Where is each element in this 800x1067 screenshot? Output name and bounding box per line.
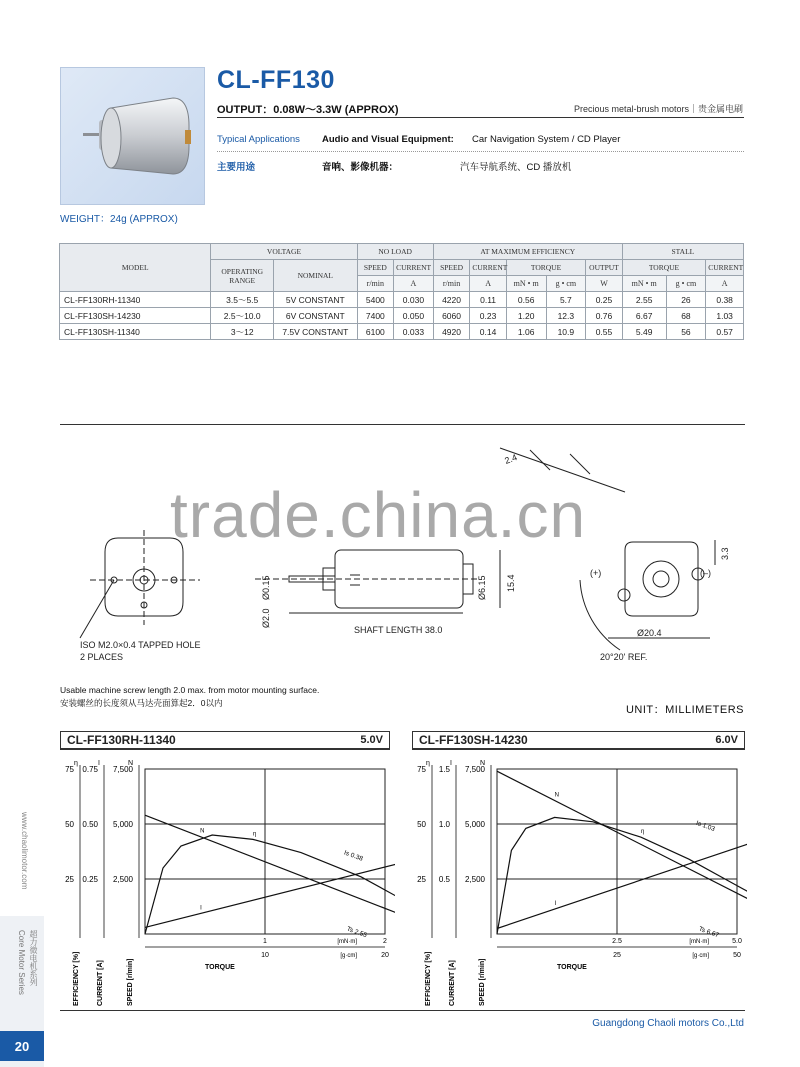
cell-nl-current: 0.033	[394, 324, 434, 340]
series-name-en: Core Motor Series	[17, 930, 26, 995]
cell-range: 3.5～5.5	[211, 292, 274, 308]
cell-st-torque-gcm: 68	[666, 308, 706, 324]
unit-a: A	[394, 276, 434, 292]
applications-label-zh: 主要用途	[217, 162, 256, 173]
col-stall: STALL	[622, 244, 743, 260]
unit-rmin: r/min	[433, 276, 470, 292]
cell-st-current: 0.57	[706, 324, 744, 340]
y-axis-label: EFFICIENCY [%]	[425, 951, 432, 1006]
cell-nl-speed: 6100	[357, 324, 394, 340]
cell-me-torque-mnm: 1.06	[506, 324, 546, 340]
dim-d20: Ø2.0	[261, 608, 271, 628]
cell-me-torque-gcm: 10.9	[546, 324, 586, 340]
dim-154: 15.4	[506, 574, 516, 592]
series-name-zh: 超力微电机系列	[29, 930, 38, 986]
terminal-minus-label: (–)	[700, 568, 711, 578]
cell-nl-speed: 7400	[357, 308, 394, 324]
y-axis-symbol: I	[450, 760, 452, 767]
applications-category-zh: 音响、影像机器：	[322, 162, 399, 173]
y-tick-label: 0.5	[438, 875, 450, 884]
y-axis-symbol: N	[128, 760, 134, 767]
col-max-efficiency: AT MAXIMUM EFFICIENCY	[433, 244, 622, 260]
applications-text-en: Car Navigation System / CD Player	[472, 134, 621, 145]
y-tick-label: 2,500	[464, 875, 485, 884]
unit-gcm: g • cm	[546, 276, 586, 292]
y-tick-label: 25	[417, 875, 426, 884]
x-tick-label-gcm: 10	[261, 952, 269, 959]
cell-me-output: 0.25	[586, 292, 623, 308]
y-tick-label: 25	[65, 875, 74, 884]
y-axis-label: SPEED [r/min]	[479, 958, 486, 1006]
applications-text-zh: 汽车导航系统、CD 播放机	[460, 162, 572, 173]
table-row	[60, 324, 744, 340]
unit-rmin: r/min	[357, 276, 394, 292]
y-tick-label: 0.25	[82, 875, 98, 884]
y-tick-label: 7,500	[112, 765, 133, 774]
chart-title: CL-FF130SH-14230	[419, 733, 528, 747]
x-unit-mnm: [mN·m]	[689, 939, 709, 945]
cell-me-output: 0.55	[586, 324, 623, 340]
series-line-speed	[497, 771, 747, 934]
rear-bearing-boss	[643, 561, 679, 597]
col-nl-speed: SPEED	[357, 260, 394, 276]
applications-label-en: Typical Applications	[217, 134, 300, 145]
shaft-length-label: SHAFT LENGTH 38.0	[354, 625, 443, 635]
lead-angle-line	[570, 454, 590, 474]
dimension-drawing	[60, 430, 750, 680]
tapped-hole-leader	[80, 580, 114, 638]
cell-range: 2.5～10.0	[211, 308, 274, 324]
y-axis-symbol: N	[480, 760, 486, 767]
y-tick-label: 1.5	[438, 765, 450, 774]
unit-w: W	[586, 276, 623, 292]
screw-note-en: Usable machine screw length 2.0 max. from motor mounting surface.	[60, 685, 320, 695]
product-title: CL-FF130	[217, 66, 335, 94]
x-unit-gcm: [g·cm]	[692, 953, 709, 959]
x-tick-label-mnm: 1	[263, 938, 267, 945]
website-url: www.chaolimotor.com	[20, 812, 29, 890]
chart-title: CL-FF130RH-11340	[67, 733, 176, 747]
unit-mnm: mN • m	[506, 276, 546, 292]
x-tick-label-mnm: 5.0	[732, 938, 742, 945]
unit-a: A	[470, 276, 507, 292]
dim-33: 3.3	[720, 547, 730, 560]
rear-view-outline	[625, 542, 698, 616]
tapped-hole-label: ISO M2.0×0.4 TAPPED HOLE	[80, 640, 201, 650]
series-line-speed	[145, 815, 395, 934]
unit-label: UNIT：MILLIMETERS	[625, 704, 744, 716]
cell-st-current: 1.03	[706, 308, 744, 324]
x-tick-label-gcm: 50	[733, 952, 741, 959]
brush-type: Precious metal-brush motors｜贵金属电刷	[573, 104, 743, 114]
y-axis-label: EFFICIENCY [%]	[73, 951, 80, 1006]
cell-me-torque-gcm: 5.7	[546, 292, 586, 308]
cell-st-torque-gcm: 26	[666, 292, 706, 308]
col-model: MODEL	[60, 244, 211, 292]
col-me-current: CURRENT	[470, 260, 507, 276]
col-me-output: OUTPUT	[586, 260, 623, 276]
y-tick-label: 0.75	[82, 765, 98, 774]
terminal-plus-label: (+)	[590, 568, 602, 578]
cell-st-torque-mnm: 5.49	[622, 324, 666, 340]
col-operating-range: OPERATING RANGE	[211, 260, 274, 292]
series-symbol: N	[554, 792, 559, 799]
x-tick-label-gcm: 20	[381, 952, 389, 959]
places-label: 2 PLACES	[80, 652, 124, 662]
unit-gcm: g • cm	[666, 276, 706, 292]
y-tick-label: 5,000	[112, 820, 133, 829]
cell-me-speed: 4920	[433, 324, 470, 340]
cell-me-output: 0.76	[586, 308, 623, 324]
y-tick-label: 50	[417, 820, 426, 829]
y-axis-symbol: I	[98, 760, 100, 767]
col-me-torque: TORQUE	[506, 260, 585, 276]
cell-me-current: 0.11	[470, 292, 507, 308]
cell-me-torque-mnm: 0.56	[506, 292, 546, 308]
col-nl-current: CURRENT	[394, 260, 434, 276]
cell-me-speed: 6060	[433, 308, 470, 324]
col-no-load: NO LOAD	[357, 244, 433, 260]
col-me-speed: SPEED	[433, 260, 470, 276]
series-end-label: Is 0.38	[342, 849, 364, 863]
x-tick-label-gcm: 25	[613, 952, 621, 959]
header-divider	[217, 117, 744, 118]
unit-a: A	[706, 276, 744, 292]
x-tick-label-mnm: 2	[383, 938, 387, 945]
chart-right	[412, 752, 747, 1007]
cell-nl-speed: 5400	[357, 292, 394, 308]
spec-table	[59, 243, 744, 340]
chart-voltage: 5.0V	[360, 734, 383, 746]
dim-ref-angle: 20°20' REF.	[600, 652, 648, 662]
cell-nominal: 5V CONSTANT	[274, 292, 358, 308]
x-tick-label-mnm: 2.5	[612, 938, 622, 945]
weight-text: WEIGHT：24g (APPROX)	[60, 214, 178, 225]
angle-arc	[580, 580, 620, 650]
chart-left	[60, 752, 395, 1007]
series-end-label: Is 1.03	[694, 819, 716, 834]
footer-divider	[60, 1010, 745, 1011]
y-axis-symbol: η	[74, 760, 78, 767]
y-tick-label: 5,000	[464, 820, 485, 829]
dim-d615: Ø6.15	[477, 575, 487, 600]
cell-me-speed: 4220	[433, 292, 470, 308]
cell-st-torque-gcm: 56	[666, 324, 706, 340]
cell-nominal: 7.5V CONSTANT	[274, 324, 358, 340]
y-tick-label: 75	[417, 765, 426, 774]
x-axis-label: TORQUE	[557, 964, 587, 971]
output-range: OUTPUT：0.08W～3.3W (APPROX)	[217, 104, 399, 116]
table-row	[60, 292, 744, 308]
series-line-current	[145, 850, 395, 927]
col-nominal: NOMINAL	[274, 260, 358, 292]
y-axis-symbol: η	[426, 760, 430, 767]
applications-category-en: Audio and Visual Equipment:	[322, 134, 454, 145]
chart-header-right	[412, 731, 745, 750]
chart-header-left	[60, 731, 390, 750]
cell-me-current: 0.23	[470, 308, 507, 324]
cell-range: 3～12	[211, 324, 274, 340]
y-axis-label: SPEED [r/min]	[127, 958, 134, 1006]
series-symbol: η	[253, 831, 257, 838]
series-line-efficiency	[145, 835, 395, 934]
series-symbol: I	[200, 905, 202, 912]
y-tick-label: 75	[65, 765, 74, 774]
series-symbol: N	[200, 828, 205, 835]
series-line-current	[497, 821, 747, 929]
terminal-plus	[618, 589, 630, 601]
y-axis-label: CURRENT [A]	[97, 960, 104, 1006]
x-unit-mnm: [mN·m]	[337, 939, 357, 945]
cell-model: CL-FF130SH-14230	[60, 308, 211, 324]
x-axis-label: TORQUE	[205, 964, 235, 971]
series-end-label: Ts 2.55	[345, 925, 368, 940]
dim-24: 2.4	[503, 452, 519, 466]
series-end-label: Ts 6.67	[697, 925, 720, 940]
cell-nl-current: 0.050	[394, 308, 434, 324]
y-tick-label: 2,500	[112, 875, 133, 884]
cell-model: CL-FF130SH-11340	[60, 324, 211, 340]
cell-st-torque-mnm: 2.55	[622, 292, 666, 308]
cell-nl-current: 0.030	[394, 292, 434, 308]
cell-st-current: 0.38	[706, 292, 744, 308]
y-axis-label: CURRENT [A]	[449, 960, 456, 1006]
y-tick-label: 50	[65, 820, 74, 829]
dim-d204: Ø20.4	[637, 628, 662, 638]
company-name: Guangdong Chaoli motors Co.,Ltd	[592, 1018, 744, 1029]
cell-me-torque-gcm: 12.3	[546, 308, 586, 324]
drawing-divider	[60, 424, 745, 425]
cell-me-current: 0.14	[470, 324, 507, 340]
cell-model: CL-FF130RH-11340	[60, 292, 211, 308]
cell-nominal: 6V CONSTANT	[274, 308, 358, 324]
cell-st-torque-mnm: 6.67	[622, 308, 666, 324]
rear-bushing	[653, 571, 669, 587]
motor-photo	[60, 67, 205, 205]
col-voltage: VOLTAGE	[211, 244, 357, 260]
dim-d015: Ø0.15	[261, 575, 271, 600]
cell-me-torque-mnm: 1.20	[506, 308, 546, 324]
series-symbol: I	[554, 901, 557, 908]
screw-note-zh: 安装螺丝的长度须从马达壳面算起2．0以内	[60, 698, 223, 708]
x-unit-gcm: [g·cm]	[340, 953, 357, 959]
y-tick-label: 7,500	[464, 765, 485, 774]
page-number: 20	[0, 1031, 44, 1061]
applications-divider	[217, 151, 744, 152]
col-st-torque: TORQUE	[622, 260, 706, 276]
watermark: trade.china.cn	[170, 479, 587, 551]
table-row	[60, 308, 744, 324]
col-st-current: CURRENT	[706, 260, 744, 276]
series-symbol: η	[641, 829, 645, 836]
chart-voltage: 6.0V	[715, 734, 738, 746]
unit-mnm: mN • m	[622, 276, 666, 292]
y-tick-label: 1.0	[438, 820, 450, 829]
y-tick-label: 0.50	[82, 820, 98, 829]
